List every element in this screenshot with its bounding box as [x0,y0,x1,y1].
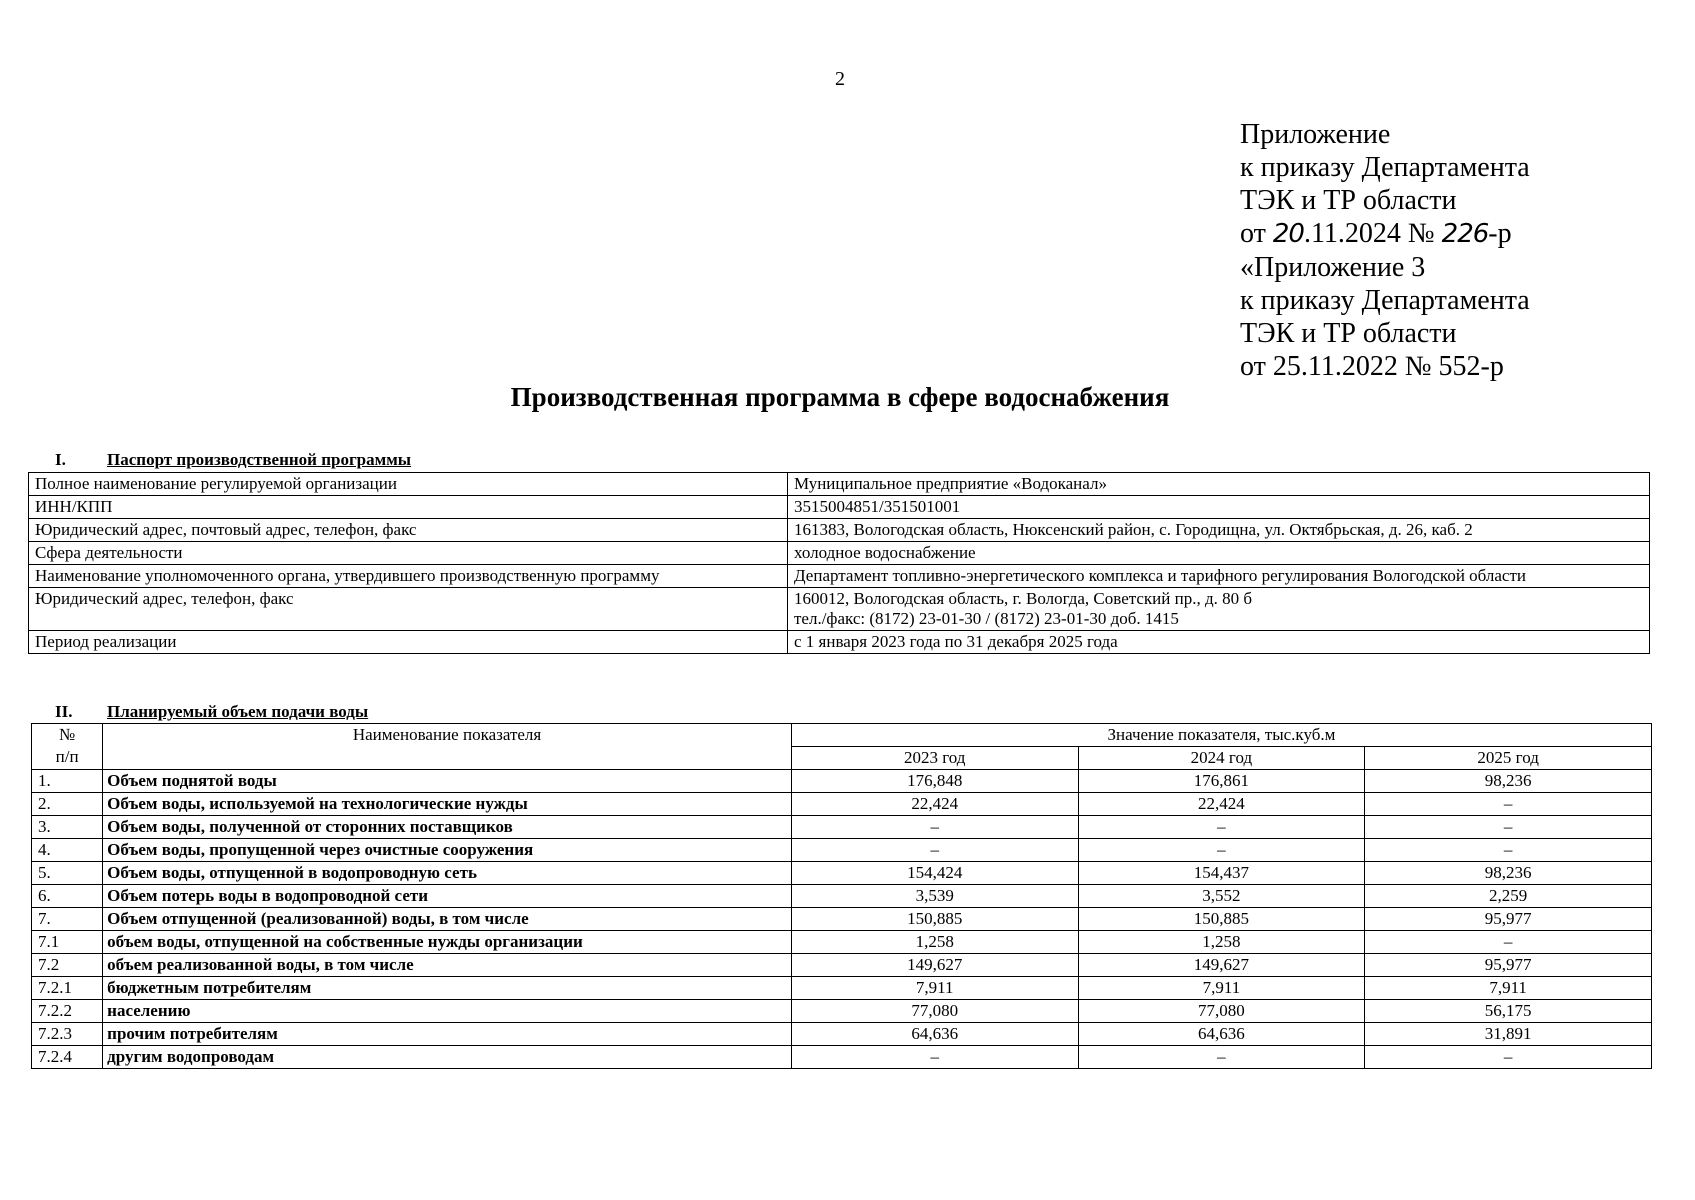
row-number: 7.2.1 [32,977,103,1000]
indicator-value: 154,437 [1078,862,1365,885]
passport-value-line: 161383, Вологодская область, Нюксенский район, с. Городищна, ул. Октябрьская, д. 26, каб. 2 [794,520,1473,539]
passport-value [788,565,1650,588]
section-title: Планируемый объем подачи воды [107,702,369,721]
passport-key: Юридический адрес, телефон, факс [29,588,788,631]
table-row [32,931,1652,954]
passport-row [29,496,1650,519]
table-row [32,1046,1652,1069]
indicator-value: 2,259 [1365,885,1652,908]
indicator-name: Объем потерь воды в водопроводной сети [103,885,792,908]
passport-value-line: Муниципальное предприятие «Водоканал» [794,474,1107,493]
table-row [32,862,1652,885]
indicator-value: 154,424 [791,862,1078,885]
row-number: 7.1 [32,931,103,954]
appendix-line: ТЭК и ТР области [1240,185,1457,216]
appendix-from: от [1240,218,1273,249]
indicator-value: 22,424 [1078,793,1365,816]
table-row [32,885,1652,908]
table-row [32,954,1652,977]
table-row [32,1000,1652,1023]
indicator-name: Объем воды, используемой на технологические нужды [103,793,792,816]
indicator-name: Объем отпущенной (реализованной) воды, в том числе [103,908,792,931]
indicator-value: – [1078,816,1365,839]
passport-value [788,631,1650,654]
passport-row [29,565,1650,588]
indicator-name: Объем воды, пропущенной через очистные сооружения [103,839,792,862]
indicator-value: 7,911 [1365,977,1652,1000]
handwritten-order-number: 226 [1441,219,1489,249]
indicator-value: 56,175 [1365,1000,1652,1023]
indicator-value: 98,236 [1365,770,1652,793]
row-number: 7.2.2 [32,1000,103,1023]
section-heading-water-volume [28,702,368,722]
table-row [32,908,1652,931]
passport-value-line: 160012, Вологодская область, г. Вологда, Советский пр., д. 80 б [794,589,1253,608]
indicator-name: прочим потребителям [103,1023,792,1046]
passport-key: Юридический адрес, почтовый адрес, телефон, факс [29,519,788,542]
table-row [32,793,1652,816]
appendix-line: к приказу Департамента [1240,152,1530,183]
passport-value-line: тел./факс: (8172) 23-01-30 / (8172) 23-01-30 доб. 1415 [794,609,1179,628]
passport-key: Наименование уполномоченного органа, утвердившего производственную программу [29,565,788,588]
row-number: 4. [32,839,103,862]
indicator-value: 149,627 [1078,954,1365,977]
appendix-line: «Приложение 3 [1240,252,1426,283]
indicator-value: 150,885 [1078,908,1365,931]
table-row [32,839,1652,862]
page-number: 2 [835,68,845,90]
row-number: 2. [32,793,103,816]
table-row [32,816,1652,839]
indicator-value: – [791,816,1078,839]
passport-key: Период реализации [29,631,788,654]
row-number: 7.2.4 [32,1046,103,1069]
indicator-value: – [1365,793,1652,816]
table-row [32,977,1652,1000]
row-number: 7.2.3 [32,1023,103,1046]
passport-value [788,473,1650,496]
indicator-value: 149,627 [791,954,1078,977]
indicator-value: 7,911 [791,977,1078,1000]
indicator-value: 77,080 [1078,1000,1365,1023]
header-num: № п/п [32,724,103,770]
indicator-value: 1,258 [1078,931,1365,954]
table-row [32,1023,1652,1046]
indicator-value: 31,891 [1365,1023,1652,1046]
row-number: 3. [32,816,103,839]
indicator-value: 77,080 [791,1000,1078,1023]
passport-row [29,542,1650,565]
passport-key: ИНН/КПП [29,496,788,519]
indicator-value: 3,539 [791,885,1078,908]
indicator-value: 95,977 [1365,908,1652,931]
passport-value-line: холодное водоснабжение [794,543,976,562]
passport-row [29,631,1650,654]
passport-value-line: 3515004851/351501001 [794,497,961,516]
passport-value [788,519,1650,542]
appendix-line: ТЭК и ТР области [1240,318,1457,349]
passport-row [29,588,1650,631]
indicator-value: 1,258 [791,931,1078,954]
indicator-name: объем воды, отпущенной на собственные нужды организации [103,931,792,954]
indicator-name: объем реализованной воды, в том числе [103,954,792,977]
passport-row [29,473,1650,496]
indicator-value: 95,977 [1365,954,1652,977]
indicator-value: 3,552 [1078,885,1365,908]
section-number: I. [55,450,66,469]
passport-key: Полное наименование регулируемой организации [29,473,788,496]
passport-value [788,496,1650,519]
row-number: 7. [32,908,103,931]
indicator-value: – [1365,931,1652,954]
indicator-value: 176,861 [1078,770,1365,793]
indicator-name: Объем воды, отпущенной в водопроводную сеть [103,862,792,885]
indicator-value: – [1365,1046,1652,1069]
header-year: 2024 год [1078,747,1365,770]
passport-value [788,542,1650,565]
header-indicator-name: Наименование показателя [103,724,792,770]
handwritten-day: 20 [1272,219,1304,249]
indicator-name: Объем воды, полученной от сторонних поставщиков [103,816,792,839]
indicator-value: 150,885 [791,908,1078,931]
table-row [32,770,1652,793]
appendix-order-date-line [1240,217,1530,251]
indicator-value: – [791,1046,1078,1069]
header-year: 2025 год [1365,747,1652,770]
indicator-value: – [1078,839,1365,862]
passport-value [788,588,1650,631]
row-number: 6. [32,885,103,908]
appendix-date-mid: .11.2024 № [1303,218,1442,249]
header-values: Значение показателя, тыс.куб.м [791,724,1651,747]
indicator-value: – [791,839,1078,862]
section-title: Паспорт производственной программы [107,450,412,469]
indicator-value: 98,236 [1365,862,1652,885]
passport-value-line: с 1 января 2023 года по 31 декабря 2025 года [794,632,1118,651]
indicator-name: бюджетным потребителям [103,977,792,1000]
indicator-value: 64,636 [1078,1023,1365,1046]
water-volume-table [31,723,1652,1069]
indicator-name: другим водопроводам [103,1046,792,1069]
header-year: 2023 год [791,747,1078,770]
row-number: 5. [32,862,103,885]
section-heading-passport [28,450,411,470]
appendix-suffix: -р [1488,218,1512,249]
passport-table [28,472,1650,654]
indicator-name: Объем поднятой воды [103,770,792,793]
appendix-block [1240,118,1530,383]
indicator-value: 64,636 [791,1023,1078,1046]
indicator-value: 22,424 [791,793,1078,816]
passport-row [29,519,1650,542]
indicator-value: – [1078,1046,1365,1069]
appendix-line: от 25.11.2022 № 552-р [1240,351,1504,382]
appendix-line: Приложение [1240,119,1391,150]
document-title: Производственная программа в сфере водоснабжения [510,382,1170,412]
appendix-line: к приказу Департамента [1240,285,1530,316]
indicator-value: – [1365,839,1652,862]
table-header-row [32,724,1652,747]
passport-key: Сфера деятельности [29,542,788,565]
indicator-value: 176,848 [791,770,1078,793]
passport-value-line: Департамент топливно-энергетического комплекса и тарифного регулирования Вологодской области [794,566,1526,585]
indicator-value: – [1365,816,1652,839]
indicator-value: 7,911 [1078,977,1365,1000]
row-number: 7.2 [32,954,103,977]
row-number: 1. [32,770,103,793]
indicator-name: населению [103,1000,792,1023]
section-number: II. [55,702,73,721]
